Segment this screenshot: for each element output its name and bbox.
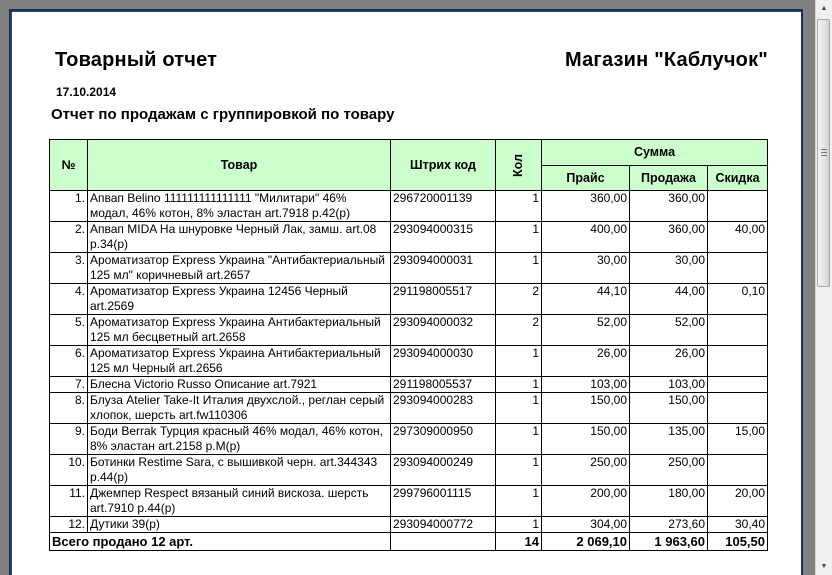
row-num: 12. (50, 517, 88, 533)
header-price: Прайс (542, 166, 630, 191)
header-barcode: Штрих код (391, 140, 496, 191)
report-title: Товарный отчет (55, 49, 218, 71)
header-qty-label: Кол (511, 153, 525, 177)
row-price: 103,00 (542, 377, 630, 393)
total-row (50, 533, 768, 551)
row-product: Ароматизатор Express Украина 12456 Черный art.2569 (88, 284, 391, 315)
row-discount (708, 315, 768, 346)
table-row (50, 393, 768, 424)
row-sale: 103,00 (630, 377, 708, 393)
row-price: 304,00 (542, 517, 630, 533)
arrow-up-icon: ▲ (820, 5, 828, 12)
table-row (50, 284, 768, 315)
row-price: 200,00 (542, 486, 630, 517)
row-qty: 1 (496, 191, 542, 222)
row-price: 150,00 (542, 393, 630, 424)
row-barcode: 291198005517 (391, 284, 496, 315)
row-barcode: 293094000283 (391, 393, 496, 424)
row-num: 4. (50, 284, 88, 315)
arrow-down-icon: ▼ (820, 563, 828, 570)
table-row (50, 346, 768, 377)
row-qty: 1 (496, 222, 542, 253)
table-row (50, 253, 768, 284)
row-barcode: 293094000315 (391, 222, 496, 253)
total-qty: 14 (496, 533, 542, 551)
row-barcode: 291198005537 (391, 377, 496, 393)
row-price: 44,10 (542, 284, 630, 315)
table-row (50, 517, 768, 533)
row-discount: 15,00 (708, 424, 768, 455)
row-num: 10. (50, 455, 88, 486)
grip-icon (821, 149, 827, 157)
row-price: 400,00 (542, 222, 630, 253)
header-product: Товар (88, 140, 391, 191)
header-sum: Сумма (542, 140, 768, 166)
total-barcode (391, 533, 496, 551)
row-qty: 2 (496, 284, 542, 315)
row-product: Ароматизатор Express Украина Антибактериальный 125 мл Черный art.2656 (88, 346, 391, 377)
row-num: 2. (50, 222, 88, 253)
total-sale: 1 963,60 (630, 533, 708, 551)
row-barcode: 297309000950 (391, 424, 496, 455)
row-barcode: 293094000031 (391, 253, 496, 284)
row-product: Джемпер Respect вязаный синий вискоза. шерсть art.7910 р.44(р) (88, 486, 391, 517)
header-qty (496, 140, 542, 191)
row-sale: 150,00 (630, 393, 708, 424)
row-product: Ароматизатор Express Украина Антибактериальный 125 мл бесцветный art.2658 (88, 315, 391, 346)
row-discount: 30,40 (708, 517, 768, 533)
row-barcode: 293094000030 (391, 346, 496, 377)
row-sale: 180,00 (630, 486, 708, 517)
row-qty: 1 (496, 253, 542, 284)
row-price: 30,00 (542, 253, 630, 284)
scroll-up-button[interactable] (816, 0, 832, 17)
row-num: 9. (50, 424, 88, 455)
row-product: Блуза Atelier Take-It Италия двухслой., реглан серый хлопок, шерсть art.fw110306 (88, 393, 391, 424)
total-price: 2 069,10 (542, 533, 630, 551)
sales-table (49, 139, 768, 551)
table-row (50, 486, 768, 517)
row-sale: 360,00 (630, 191, 708, 222)
header-sale: Продажа (630, 166, 708, 191)
row-discount (708, 191, 768, 222)
row-qty: 1 (496, 393, 542, 424)
row-product: Апвап Belino 111111111111111 "Милитари" 46% модал, 46% котон, 8% эластан art.7918 р.42(р) (88, 191, 391, 222)
row-product: Дутики 39(р) (88, 517, 391, 533)
row-qty: 1 (496, 486, 542, 517)
row-num: 3. (50, 253, 88, 284)
row-discount (708, 346, 768, 377)
row-sale: 250,00 (630, 455, 708, 486)
row-sale: 26,00 (630, 346, 708, 377)
row-sale: 135,00 (630, 424, 708, 455)
row-num: 1. (50, 191, 88, 222)
row-price: 150,00 (542, 424, 630, 455)
row-barcode: 296720001139 (391, 191, 496, 222)
row-product: Ароматизатор Express Украина "Антибактериальный 125 мл" коричневый art.2657 (88, 253, 391, 284)
header-discount: Скидка (708, 166, 768, 191)
table-row (50, 424, 768, 455)
row-discount: 40,00 (708, 222, 768, 253)
shop-name: Магазин "Каблучок" (565, 49, 768, 71)
table-row (50, 191, 768, 222)
report-page (9, 9, 803, 575)
scrollbar-thumb[interactable] (817, 19, 830, 287)
header-num: № (50, 140, 88, 191)
row-discount (708, 393, 768, 424)
row-sale: 273,60 (630, 517, 708, 533)
row-qty: 1 (496, 346, 542, 377)
row-sale: 30,00 (630, 253, 708, 284)
row-discount (708, 377, 768, 393)
row-price: 26,00 (542, 346, 630, 377)
row-barcode: 299796001115 (391, 486, 496, 517)
row-qty: 1 (496, 455, 542, 486)
row-barcode: 293094000249 (391, 455, 496, 486)
row-price: 360,00 (542, 191, 630, 222)
row-barcode: 293094000772 (391, 517, 496, 533)
report-subtitle: Отчет по продажам с группировкой по товару (51, 106, 395, 123)
row-sale: 52,00 (630, 315, 708, 346)
table-row (50, 377, 768, 393)
row-num: 11. (50, 486, 88, 517)
total-label: Всего продано 12 арт. (50, 533, 391, 551)
row-product: Апвап MIDA На шнуровке Черный Лак, замш. art.08 р.34(р) (88, 222, 391, 253)
row-product: Ботинки Restime Sara, с вышивкой черн. art.344343 р.44(р) (88, 455, 391, 486)
row-price: 52,00 (542, 315, 630, 346)
row-num: 5. (50, 315, 88, 346)
row-sale: 44,00 (630, 284, 708, 315)
row-sale: 360,00 (630, 222, 708, 253)
row-qty: 1 (496, 424, 542, 455)
table-row (50, 455, 768, 486)
row-discount: 20,00 (708, 486, 768, 517)
row-price: 250,00 (542, 455, 630, 486)
row-num: 6. (50, 346, 88, 377)
row-product: Боди Berrak Турция красный 46% модал, 46% котон, 8% эластан art.2158 р.M(р) (88, 424, 391, 455)
row-product: Блесна Victorio Russo Описание art.7921 (88, 377, 391, 393)
total-discount: 105,50 (708, 533, 768, 551)
table-row (50, 315, 768, 346)
row-qty: 1 (496, 517, 542, 533)
row-barcode: 293094000032 (391, 315, 496, 346)
table-row (50, 222, 768, 253)
row-num: 7. (50, 377, 88, 393)
report-date: 17.10.2014 (56, 85, 117, 99)
row-discount: 0,10 (708, 284, 768, 315)
scroll-down-button[interactable] (816, 558, 832, 575)
row-num: 8. (50, 393, 88, 424)
vertical-scrollbar[interactable] (815, 0, 832, 575)
row-discount (708, 455, 768, 486)
row-qty: 1 (496, 377, 542, 393)
row-discount (708, 253, 768, 284)
row-qty: 2 (496, 315, 542, 346)
